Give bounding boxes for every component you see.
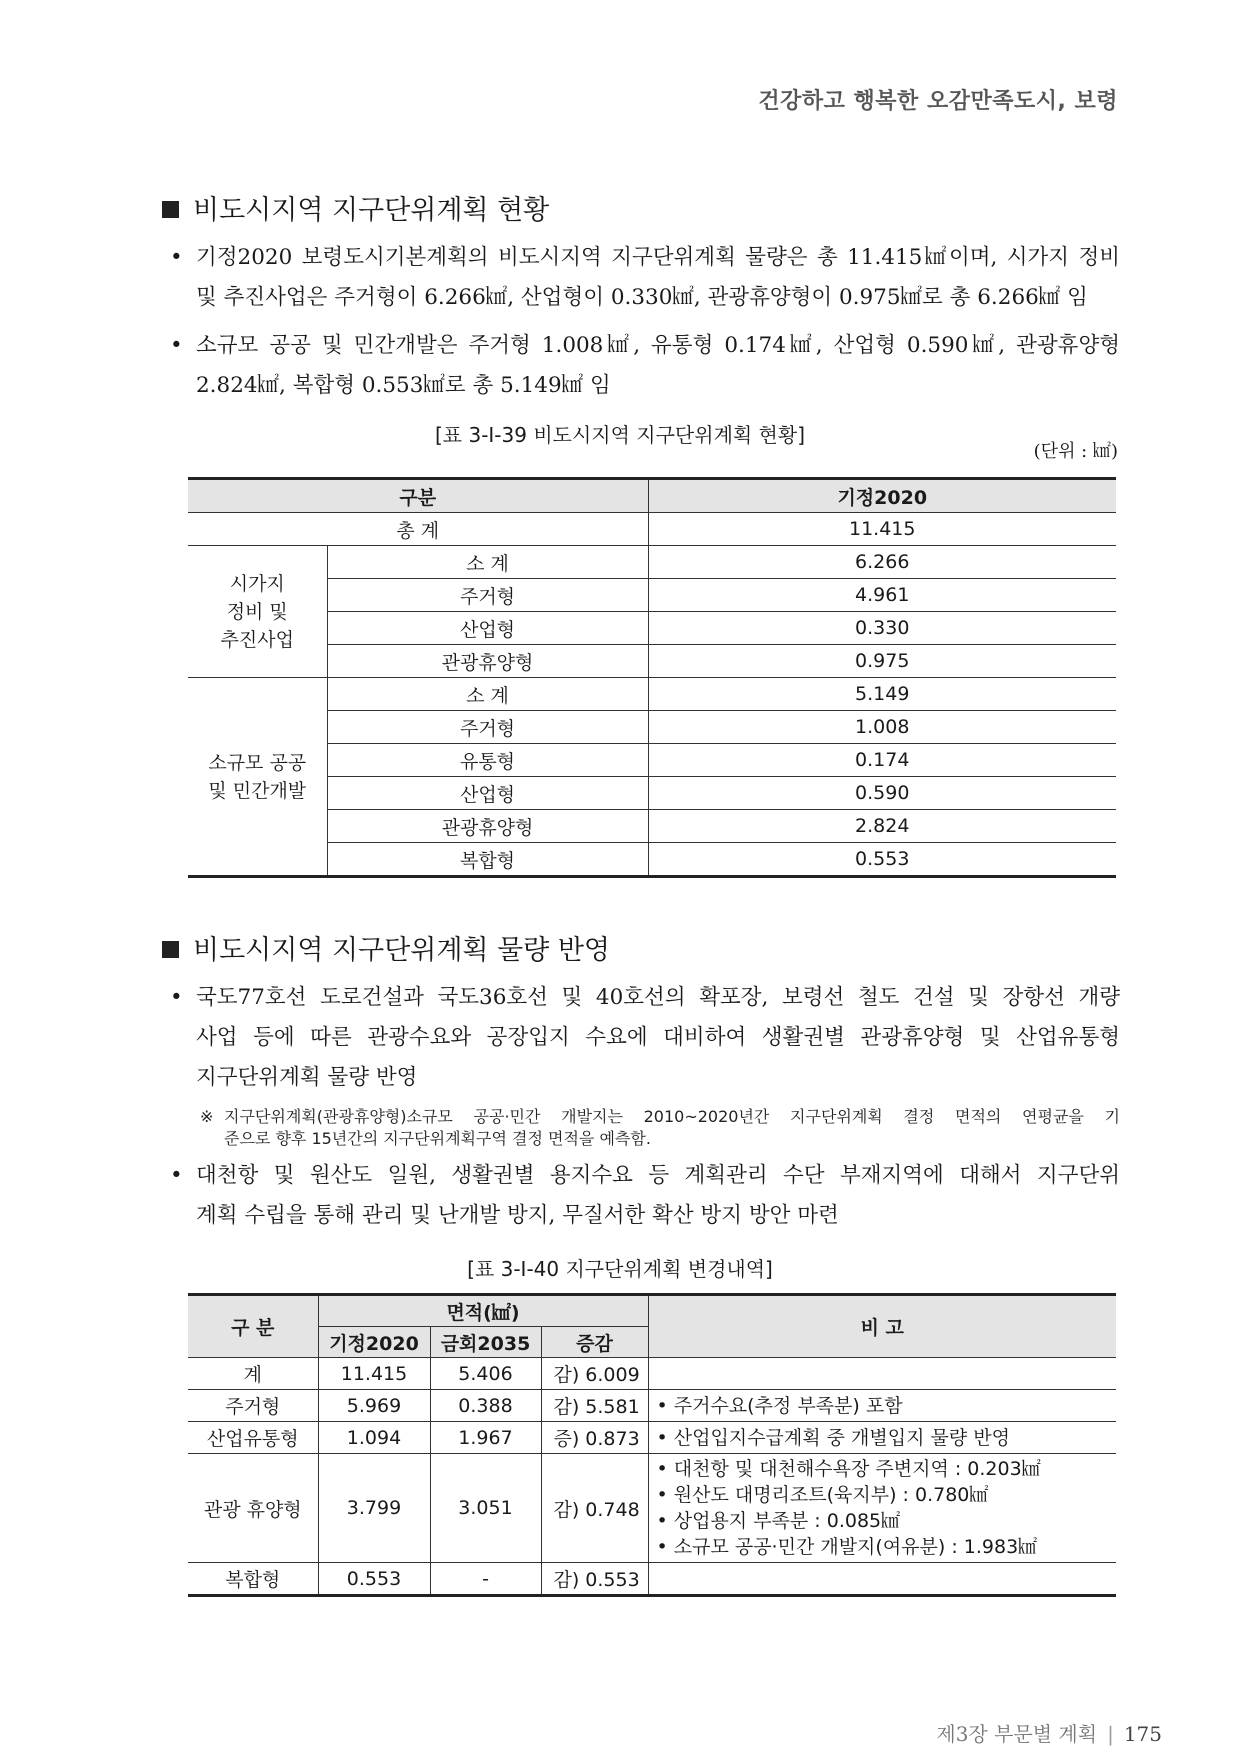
unit-label: (단위 : ㎢) [1033,441,1118,462]
row-label: 산업형 [327,612,648,645]
row-label: 소 계 [327,678,648,711]
running-title: 건강하고 행복한 오감만족도시, 보령 [758,89,1118,114]
table-change-history [188,1293,1116,1597]
header-division: 구분 [188,479,648,513]
header-2035: 금회2035 [430,1327,541,1358]
table-row: 주거형 5.969 0.388 감) 5.581 • 주거수요(추정 부족분) 포함 [188,1390,1116,1422]
row-label: 관광휴양형 [327,645,648,678]
paragraph-bullet: • 기정2020 보령도시기본계획의 비도시지역 지구단위계획 물량은 총 11.415㎢이며, 시가지 정비 및 추진사업은 주거형이 6.266㎢, 산업형이 0.330㎢, 관광휴양형이 0.975㎢로 총 6.266㎢ 임 [170,238,1120,318]
row-value: 2.824 [648,810,1116,843]
group-name: 시가지 정비 및 추진사업 [188,546,327,678]
header-area: 면적(㎢) [318,1295,648,1327]
bullet-dot-icon: • [170,245,183,270]
page-number: 175 [1123,1722,1162,1746]
square-bullet-icon [162,201,179,218]
reference-mark-icon: ※ [200,1107,214,1126]
square-bullet-icon [162,941,179,958]
row-label: 관광휴양형 [327,810,648,843]
note: ※ 지구단위계획(관광휴양형)소규모 공공·민간 개발지는 2010~2020년간 지구단위계획 결정 면적의 연평균을 기 준으로 향후 15년간의 지구단위계획구역 결정 면적을 예측함. [200,1107,1120,1148]
table-row: 계 11.415 5.406 감) 6.009 [188,1358,1116,1390]
row-label: 주거형 [327,711,648,744]
row-label: 주거형 [327,579,648,612]
group-name: 소규모 공공 및 민간개발 [188,678,327,877]
row-value: 0.590 [648,777,1116,810]
table-row: 관광 휴양형 3.799 3.051 감) 0.748 • 대천항 및 대천해수욕장 주변지역 : 0.203㎢ • 원산도 대명리조트(육지부) : 0.780㎢ • 상업용지 부족분 : 0.085㎢ • 소규모 공공·민간 개발지(여유분) : 1.983㎢ [188,1454,1116,1563]
table-row: 복합형 0.553 - 감) 0.553 [188,1563,1116,1596]
chapter-label: 제3장 부문별 계획 [936,1722,1098,1746]
row-value: 1.008 [648,711,1116,744]
bullet-dot-icon: • [170,333,183,358]
header-change: 증감 [541,1327,648,1358]
row-value: 0.553 [648,843,1116,877]
table-caption-2: [표 3-Ⅰ-40 지구단위계획 변경내역] [467,1257,773,1281]
table-row: 산업유통형 1.094 1.967 증) 0.873 • 산업입지수급계획 중 개별입지 물량 반영 [188,1422,1116,1454]
paragraph-bullet: • 소규모 공공 및 민간개발은 주거형 1.008㎢, 유통형 0.174㎢, 산업형 0.590㎢, 관광휴양형 2.824㎢, 복합형 0.553㎢로 총 5.149㎢ 임 [170,326,1120,406]
bullet-dot-icon: • [170,985,183,1010]
row-label: 유통형 [327,744,648,777]
row-value: 0.174 [648,744,1116,777]
header-2020: 기정2020 [318,1327,430,1358]
row-value: 5.149 [648,678,1116,711]
section-title-1: 비도시지역 지구단위계획 현황 [162,188,549,227]
table-caption-1: [표 3-Ⅰ-39 비도시지역 지구단위계획 현황] [434,423,806,447]
paragraph-bullet: • 대천항 및 원산도 일원, 생활권별 용지수요 등 계획관리 수단 부재지역에 대해서 지구단위 계획 수립을 통해 관리 및 난개발 방지, 무질서한 확산 방지 방안 마련 [170,1156,1120,1236]
row-value: 6.266 [648,546,1116,579]
bullet-dot-icon: • [170,1163,183,1188]
section-title-2: 비도시지역 지구단위계획 물량 반영 [162,928,610,967]
row-label: 산업형 [327,777,648,810]
row-value: 4.961 [648,579,1116,612]
total-value: 11.415 [648,513,1116,546]
total-label: 총 계 [188,513,648,546]
page-footer: 제3장 부문별 계획 | 175 [936,1722,1162,1746]
paragraph-bullet: • 국도77호선 도로건설과 국도36호선 및 40호선의 확포장, 보령선 철도 건설 및 장항선 개량 사업 등에 따른 관광수요와 공장입지 수요에 대비하여 생활권별 관광휴양형 및 산업유통형 지구단위계획 물량 반영 [170,978,1120,1098]
header-remarks: 비 고 [648,1295,1116,1358]
header-2020: 기정2020 [648,479,1116,513]
row-label: 소 계 [327,546,648,579]
header-division: 구 분 [188,1295,318,1358]
row-label: 복합형 [327,843,648,877]
row-value: 0.330 [648,612,1116,645]
row-value: 0.975 [648,645,1116,678]
table-district-status [188,477,1116,878]
